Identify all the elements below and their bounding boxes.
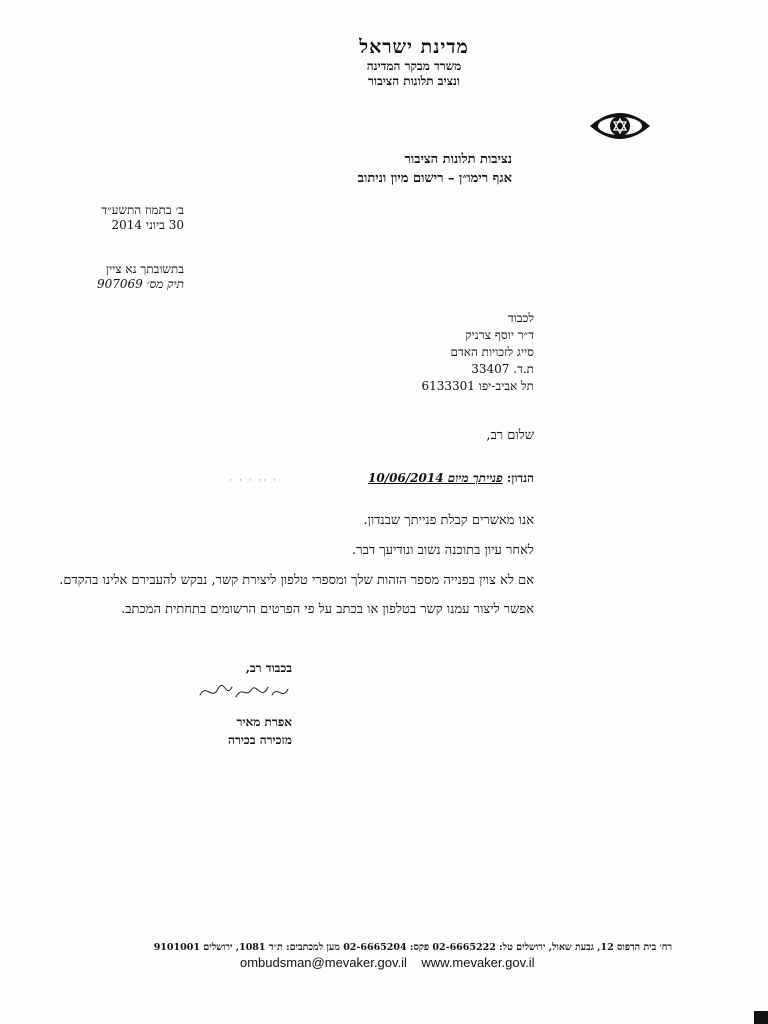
department-line2: אגף רימו״ן – רישום מיון וניתוב (357, 171, 512, 186)
subject-line (368, 471, 534, 486)
recipient-address (422, 310, 535, 395)
footer-address: רח׳ בית הדפוס 12, גבעת שאול, ירושלים טל: 02-6665222 פקס: 02-6665204 מען למכתבים: ת״ד 1081, ירושלים 9101001 (153, 942, 672, 953)
hebrew-date: ב׳ בתמוז התשע״ד (101, 203, 184, 217)
letterhead-line2: ונציב תלונות הציבור (368, 74, 460, 88)
file-number: 907069 (96, 277, 143, 291)
letterhead-title: מדינת ישראל (359, 36, 469, 58)
body-paragraph-2: לאחר עיון בתוכנה נשוב ונודיעך דבר. (352, 543, 534, 558)
body-paragraph-3: אם לא צוין בפנייה מספר הזהות שלך ומספרי טלפון ליצירת קשר, נבקש להעבירם אלינו בהקדם. (59, 573, 534, 588)
date-block (101, 203, 184, 233)
footer-contact (240, 955, 535, 970)
eye-emblem-icon (588, 106, 652, 146)
recipient-salutation: לכבוד (507, 311, 534, 325)
gregorian-date: 30 ביוני 2014 (111, 218, 184, 232)
footer-website[interactable]: www.mevaker.gov.il (421, 955, 535, 970)
letterhead (0, 36, 768, 89)
file-number-row (97, 277, 184, 292)
scan-specks: · · · ·· · (229, 476, 278, 486)
letterhead-line1: משרד מבקר המדינה (366, 59, 462, 73)
subject-label: הנדון: (506, 471, 534, 485)
greeting: שלום רב, (486, 428, 534, 443)
closing-regards: בכבוד רב, (245, 661, 292, 675)
recipient-pobox: ת.ד. 33407 (471, 362, 534, 376)
reference-instruction: בתשובתך נא ציין (105, 262, 184, 276)
body-paragraph-4: אפשר ליצור עמנו קשר בטלפון או בכתב על פי הפרטים הרשומים בתחתית המכתב. (121, 602, 534, 617)
subject-value: פנייתך מיום 10/06/2014 (368, 471, 503, 485)
recipient-name: ד״ר יוסף צרניק (465, 328, 534, 342)
footer-email[interactable]: ombudsman@mevaker.gov.il (240, 955, 407, 970)
recipient-org: סייג לזכויות האדם (450, 345, 534, 359)
recipient-city: תל אביב-יפו 6133301 (421, 379, 534, 393)
department-line1: נציבות תלונות הציבור (404, 152, 512, 167)
handwritten-signature (196, 679, 296, 705)
signer-title: מזכירה בכירה (227, 733, 292, 747)
reference-block (97, 262, 184, 292)
department-block (358, 150, 512, 188)
scan-corner-mark (754, 1011, 768, 1024)
signer-name: אפרת מאיר (236, 715, 292, 729)
body-paragraph-1: אנו מאשרים קבלת פנייתך שבנדון. (363, 513, 534, 528)
file-number-label: תיק מס׳ (146, 277, 184, 291)
